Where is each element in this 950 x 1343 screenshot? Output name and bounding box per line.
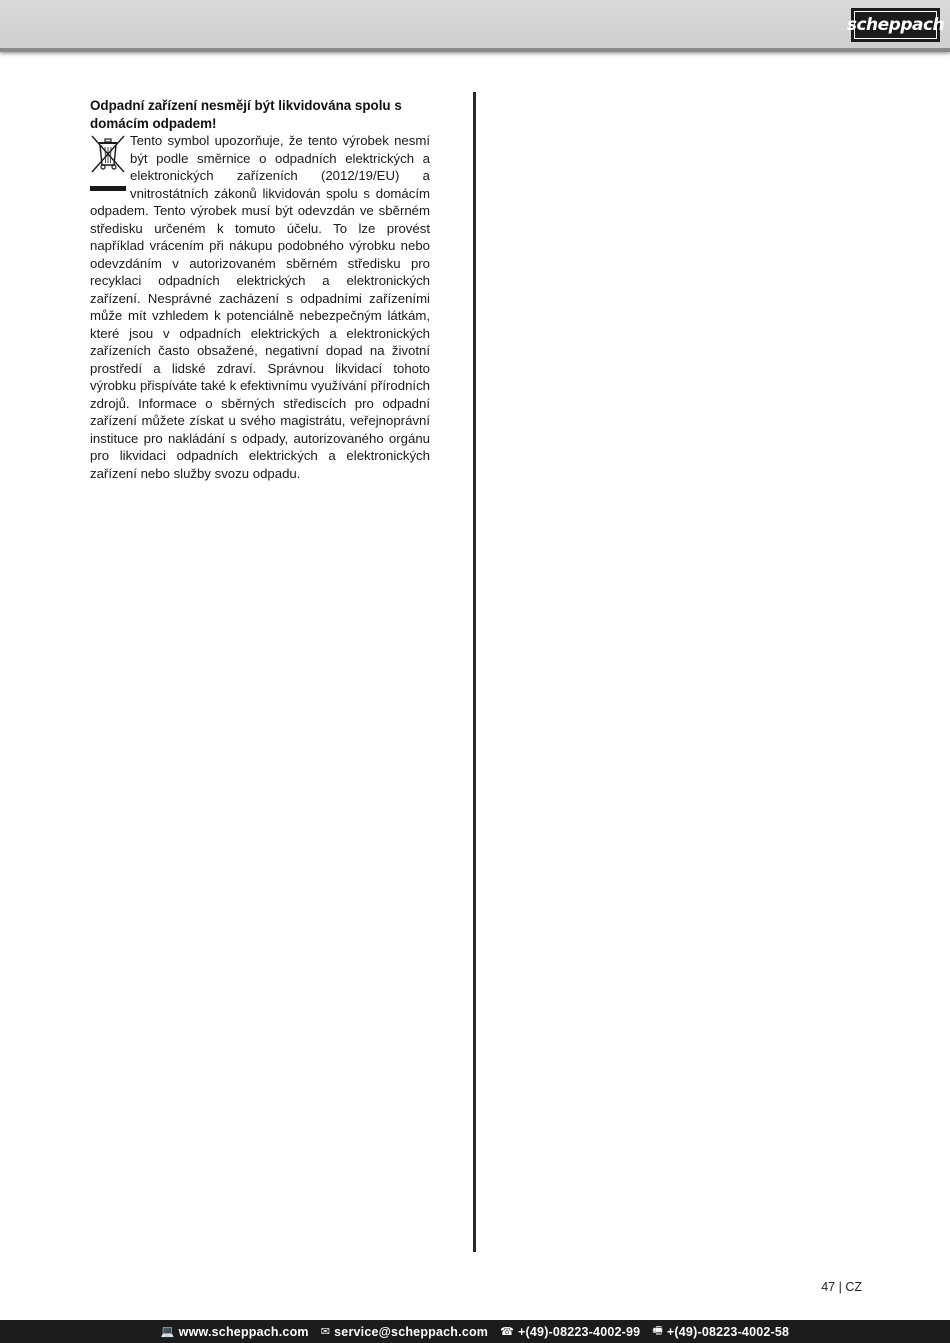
footer-website-text: www.scheppach.com	[178, 1324, 309, 1339]
fax-icon: 🖷	[652, 1325, 663, 1337]
footer-phone	[500, 1325, 640, 1339]
footer-bar	[0, 1320, 950, 1343]
footer-email-text: service@scheppach.com	[334, 1324, 489, 1339]
section-heading: Odpadní zařízení nesmějí být likvidována spolu s domácím odpadem!	[90, 98, 402, 131]
scheppach-logo	[846, 8, 945, 42]
weee-crossed-bin-icon	[90, 134, 126, 200]
page-number: 47 | CZ	[821, 1280, 862, 1294]
section-body: Tento symbol upozorňuje, že tento výrobek nesmí být podle směrnice o odpadních elektrických a elektronických zařízeních (2012/19/EU) a vnitrostátních zákonů likvidován spolu s domácím odpadem. Tento výrobek musí být odevzdán ve sběrném středisku určeném k tomuto účelu. To lze provést například vrácením při nákupu podobného výrobku nebo odevzdáním v autorizovaném sběrném středisku pro recyklaci odpadních elektrických a elektronických zařízení. Nesprávné zacházení s odpadními zařízeními může mít vzhledem k potenciálně nebezpečným látkám, které jsou v odpadních elektrických a elektronických zařízeních často obsažené, negativní dopad na životní prostředí a lidské zdraví. Správnou likvidací tohoto výrobku přispíváte také k efektivnímu využívání přírodních zdrojů. Informace o sběrných střediscích pro odpadní zařízení můžete získat u svého magistrátu, veřejnoprávní instituce pro nakládání s odpady, autorizovaného orgánu pro likvidaci odpadních elektrických a elektronických zařízení nebo služby svozu odpadu.	[90, 133, 430, 481]
envelope-icon: ✉	[320, 1326, 331, 1338]
left-column	[90, 97, 430, 482]
footer-fax	[652, 1322, 789, 1341]
header-bar	[0, 0, 950, 52]
computer-icon: 💻	[160, 1326, 175, 1338]
footer-fax-text: +(49)-08223-4002-58	[666, 1324, 790, 1339]
footer-email[interactable]	[321, 1325, 488, 1339]
column-divider	[473, 92, 476, 1252]
footer-phone-text: +(49)-08223-4002-99	[518, 1324, 641, 1339]
footer-website[interactable]	[161, 1325, 309, 1339]
logo-text: scheppach	[846, 14, 945, 35]
telephone-icon: ☎	[500, 1326, 515, 1338]
